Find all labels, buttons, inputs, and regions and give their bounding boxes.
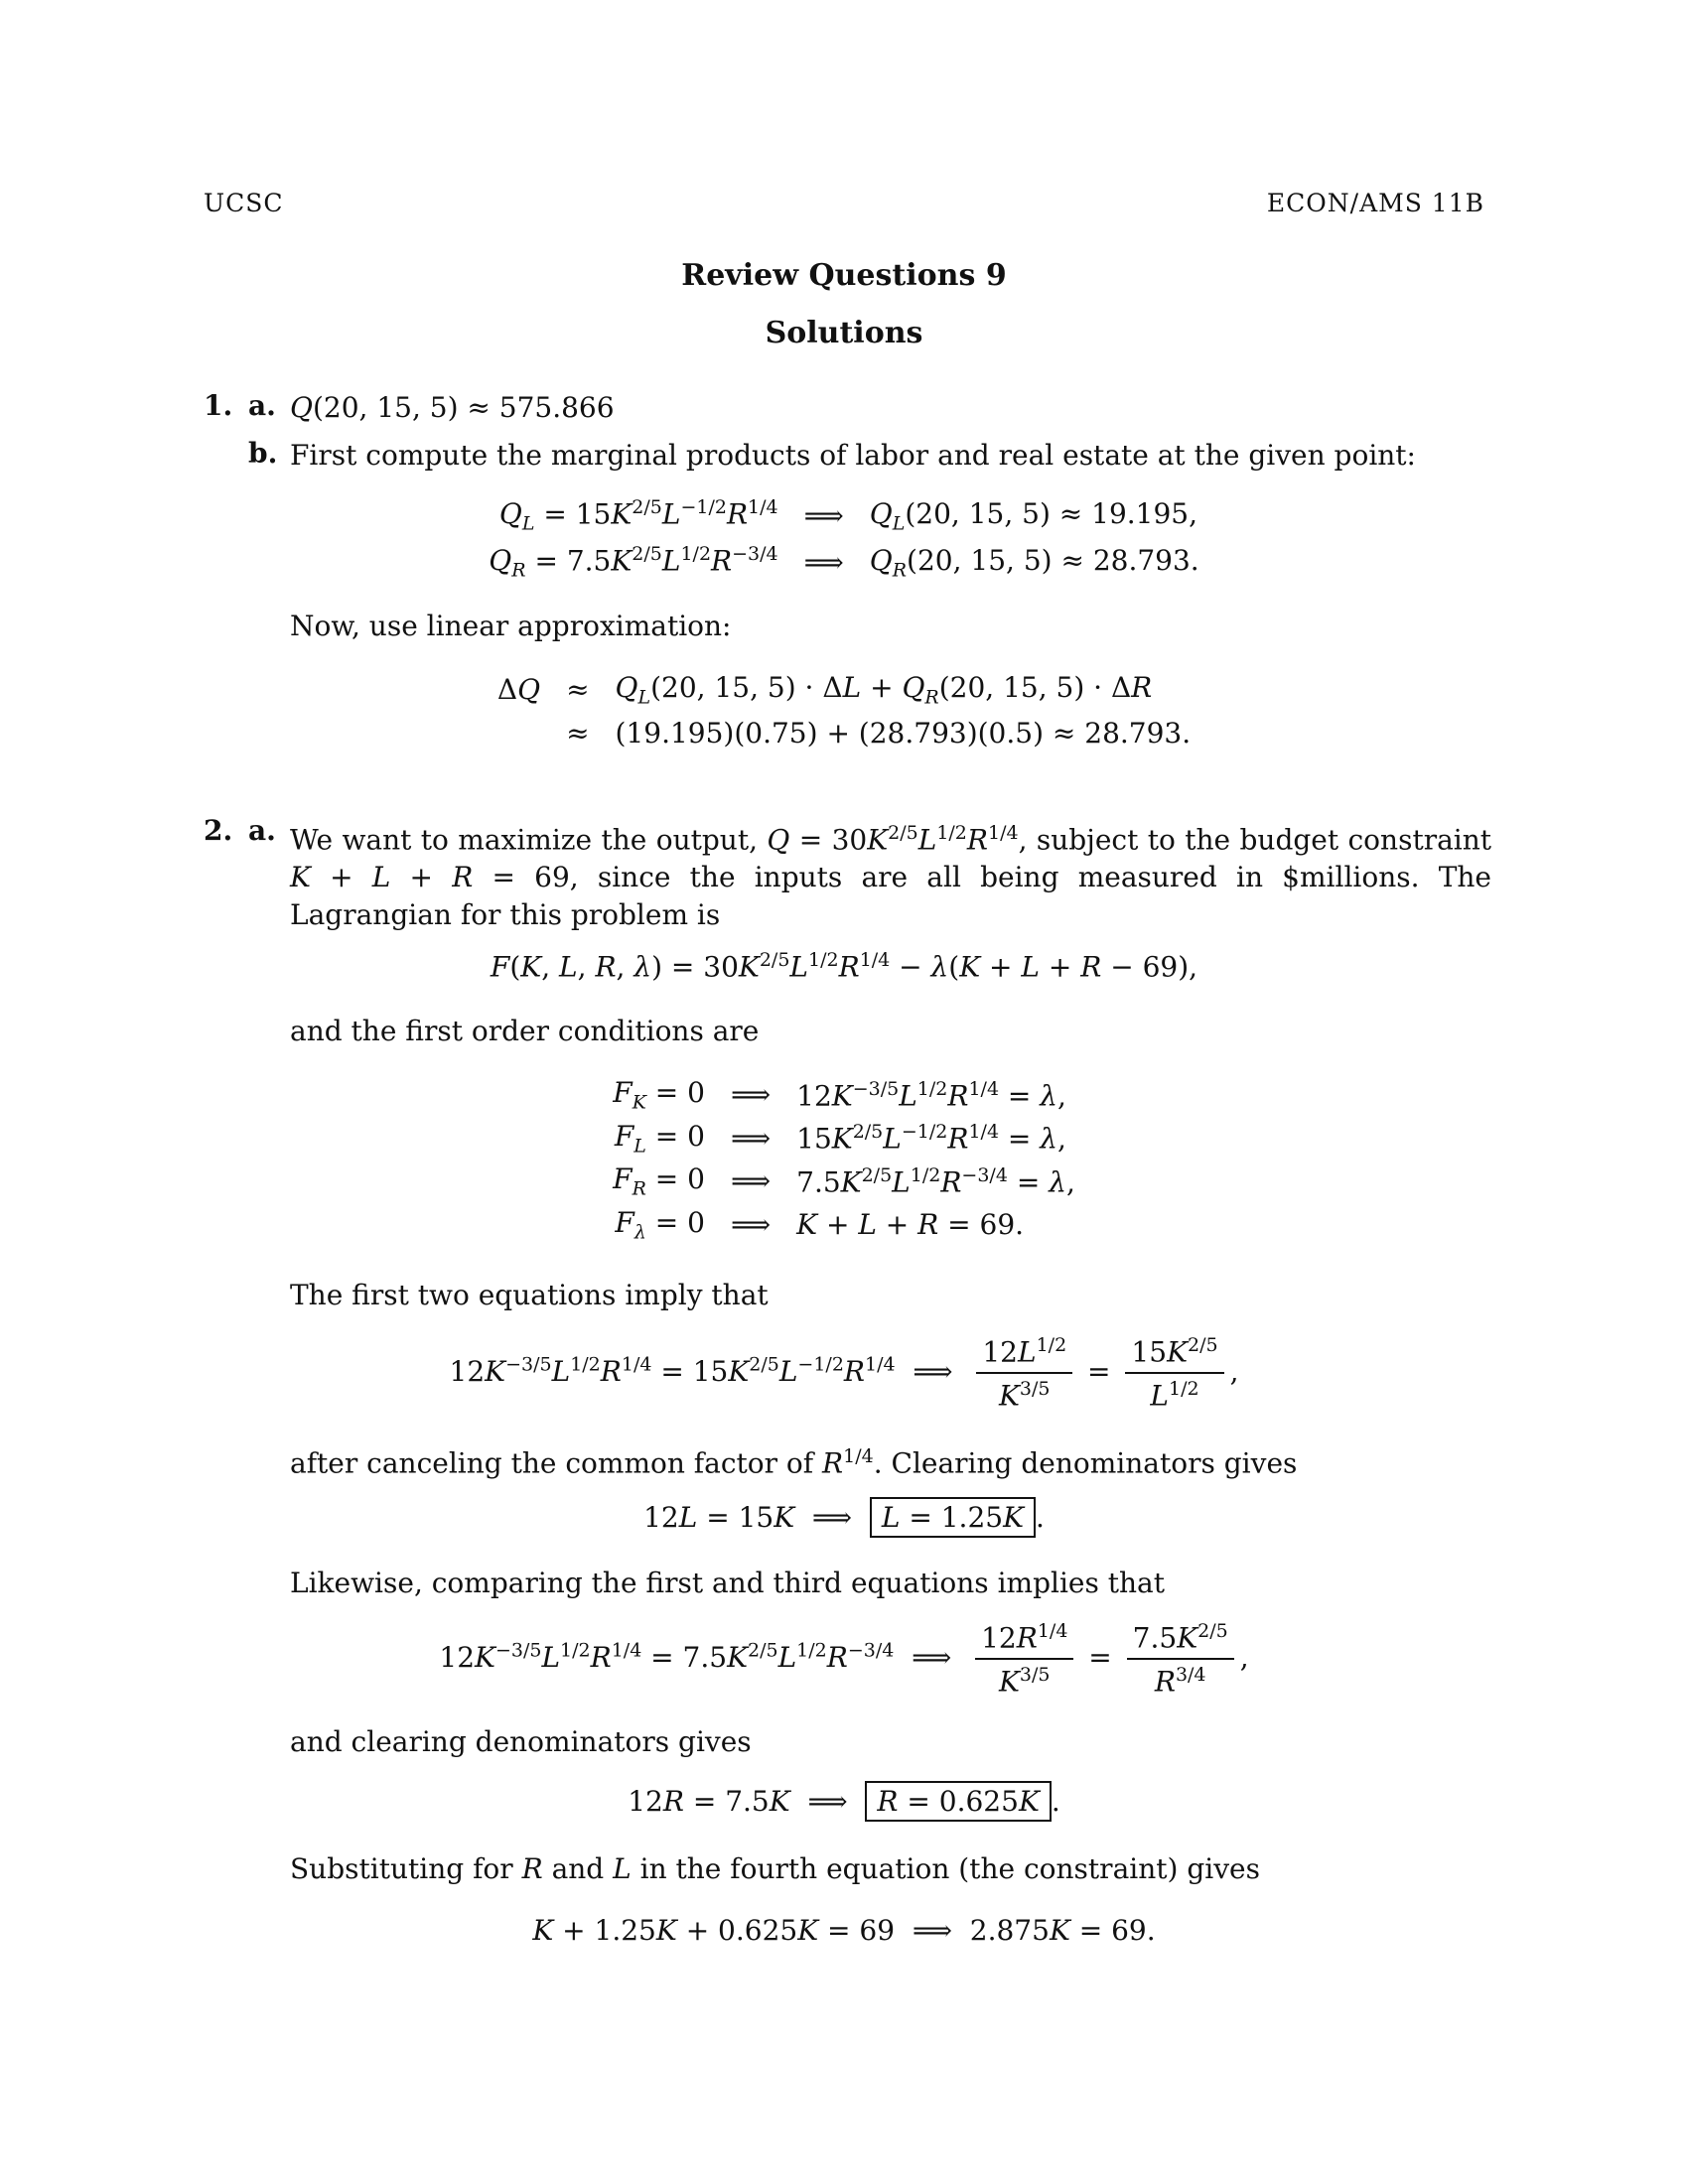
boxed-L: L = 1.25K bbox=[870, 1497, 1036, 1538]
foc-equations: $F_K = 0$ ⟹ $12K^{-3/5}L^{1/2}R^{1/4} = \lambda$, $F_L = 0$ ⟹ $15K^{2/5}L^{-1/2}R^{1/4} = \lambda$, $F_R = 0$ ⟹ $7.5K^{2/5}L^{1/2}R^{-3/4} = \lambda$, $F_\lambda = 0$ ⟹ K + L + R = 69. bbox=[613, 1076, 1075, 1244]
final-eq: K + 1.25K + 0.625K = 69 ⟹ 2.875K = 69. bbox=[532, 1914, 1156, 1947]
page-subtitle: Solutions bbox=[765, 316, 923, 350]
q2a-p2: The first two equations imply that bbox=[290, 1279, 769, 1311]
ratio-eq-1: $12K^{-3/5}L^{1/2}R^{1/4} = 15K^{2/5}L^{-1/2}R^{1/4}$ ⟹ $\frac{12L^{1/2}}{K^{3/5}}$ = $\frac{15K^{2/5}}{L^{1/2}}$ , bbox=[449, 1334, 1239, 1413]
q1a-label: a. bbox=[248, 389, 276, 422]
result-L: 12L = 15K ⟹ L = 1.25K . bbox=[0, 1501, 1688, 1534]
q2a-p6: Substituting for R and L in the fourth equation (the constraint) gives bbox=[290, 1852, 1260, 1885]
q1b-mid: Now, use linear approximation: bbox=[290, 610, 732, 642]
q2-number: 2. bbox=[204, 814, 233, 847]
q1b-approx: ΔQ ≈ $Q_L(20$, 15, $5) \cdot \Delta L + Q_R(20$, 15, 5) · ΔR ≈ (19.195)(0.75) + (28.793)(0.5) ≈ 28.793. bbox=[496, 671, 1192, 750]
header-left: UCSC bbox=[204, 189, 284, 217]
foc-intro: and the first order conditions are bbox=[290, 1015, 760, 1047]
header-right: ECON/AMS 11B bbox=[1266, 189, 1484, 217]
ratio-eq-2: $12K^{-3/5}L^{1/2}R^{1/4} = 7.5K^{2/5}L^{1/2}R^{-3/4}$ ⟹ $\frac{12R^{1/4}}{K^{3/5}}$ = $\frac{7.5K^{2/5}}{R^{3/4}}$ , bbox=[439, 1620, 1249, 1699]
result-R: 12R = 7.5K ⟹ R = 0.625K . bbox=[0, 1785, 1688, 1818]
q1-number: 1. bbox=[204, 389, 233, 422]
boxed-R: R = 0.625K bbox=[865, 1781, 1051, 1822]
q1b-intro: First compute the marginal products of labor and real estate at the given point: bbox=[290, 439, 1416, 472]
q2a-p4: Likewise, comparing the first and third equations implies that bbox=[290, 1567, 1165, 1599]
q2a-p5: and clearing denominators gives bbox=[290, 1725, 752, 1758]
q2a-p1: We want to maximize the output, $Q = 30K^{2/5}L^{1/2}R^{1/4}$, subject to the budget constraint K + L + R = 69, since the inputs are all being measured in $millions. The Lagrangian for this problem is bbox=[290, 822, 1492, 932]
q1b-equations: $Q_L = 15K^{2/5}L^{-1/2}R^{1/4}$ ⟹ $Q_L(20$, 15, 5) ≈ 19.195, $Q_R = 7.5K^{2/5}L^{1/2}R^{-3/4}$ ⟹ $Q_R(20$, 15, 5) ≈ 28.793. bbox=[489, 496, 1199, 582]
q2a-label: a. bbox=[248, 814, 276, 847]
q1b-label: b. bbox=[248, 437, 278, 470]
q1a-text: Q(20, 15, 5) ≈ 575.866 bbox=[290, 391, 615, 424]
lagrangian: F(K, L, R, $\lambda) = 30K^{2/5}L^{1/2}R^{1/4} - \lambda(K + L + R - 69)$, bbox=[490, 949, 1198, 984]
page-title: Review Questions 9 bbox=[681, 258, 1007, 293]
q2a-p3: after canceling the common factor of $R^{1/4}$. Clearing denominators gives bbox=[290, 1445, 1298, 1480]
